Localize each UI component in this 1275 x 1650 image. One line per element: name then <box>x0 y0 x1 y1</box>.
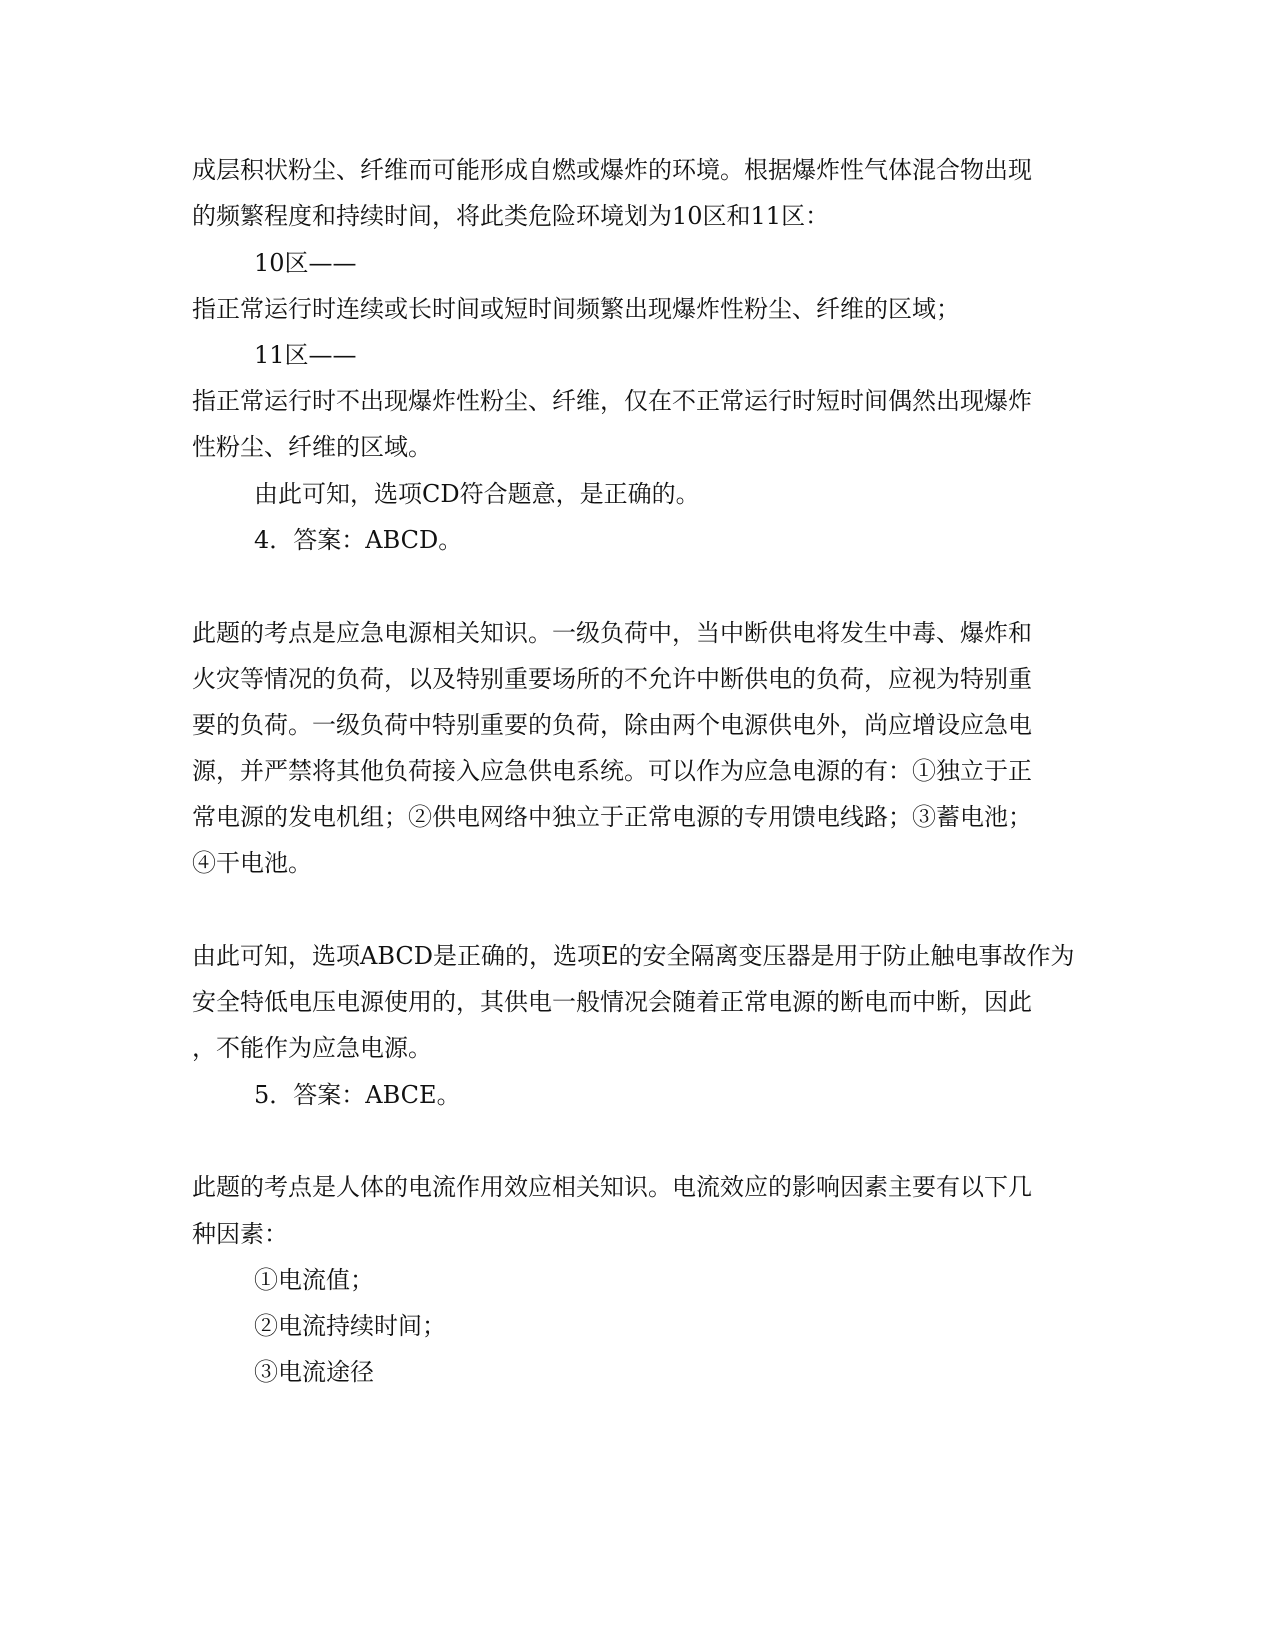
text-line: 的频繁程度和持续时间，将此类危险环境划为10区和11区： <box>192 202 830 230</box>
list-item: ①电流值； <box>254 1266 374 1294</box>
answer-5: 5．答案：ABCE。 <box>254 1081 461 1109</box>
list-item: ②电流持续时间； <box>254 1312 446 1340</box>
text-line: 此题的考点是应急电源相关知识。一级负荷中，当中断供电将发生中毒、爆炸和 <box>192 619 1032 647</box>
text-line: 由此可知，选项CD符合题意，是正确的。 <box>254 480 700 508</box>
answer-4: 4．答案：ABCD。 <box>254 526 463 554</box>
zone-11-heading: 11区—— <box>254 341 357 369</box>
text-line: 火灾等情况的负荷，以及特别重要场所的不允许中断供电的负荷，应视为特别重 <box>192 665 1032 693</box>
text-line: ，不能作为应急电源。 <box>192 1034 432 1062</box>
text-line: 此题的考点是人体的电流作用效应相关知识。电流效应的影响因素主要有以下几 <box>192 1173 1032 1201</box>
text-line: 指正常运行时不出现爆炸性粉尘、纤维，仅在不正常运行时短时间偶然出现爆炸 <box>192 387 1032 415</box>
text-line: 性粉尘、纤维的区域。 <box>192 433 432 461</box>
text-line: 由此可知，选项ABCD是正确的，选项E的安全隔离变压器是用于防止触电事故作为 <box>192 942 1075 970</box>
text-line: 种因素： <box>192 1220 288 1248</box>
text-line: 常电源的发电机组；②供电网络中独立于正常电源的专用馈电线路；③蓄电池； <box>192 803 1032 831</box>
text-line: 成层积状粉尘、纤维而可能形成自燃或爆炸的环境。根据爆炸性气体混合物出现 <box>192 156 1032 184</box>
list-item: ③电流途径 <box>254 1358 374 1386</box>
text-line: 指正常运行时连续或长时间或短时间频繁出现爆炸性粉尘、纤维的区域； <box>192 295 960 323</box>
text-line: ④干电池。 <box>192 849 312 877</box>
text-line: 安全特低电压电源使用的，其供电一般情况会随着正常电源的断电而中断，因此 <box>192 988 1032 1016</box>
text-line: 源，并严禁将其他负荷接入应急供电系统。可以作为应急电源的有：①独立于正 <box>192 757 1032 785</box>
zone-10-heading: 10区—— <box>254 249 357 277</box>
text-line: 要的负荷。一级负荷中特别重要的负荷，除由两个电源供电外，尚应增设应急电 <box>192 711 1032 739</box>
